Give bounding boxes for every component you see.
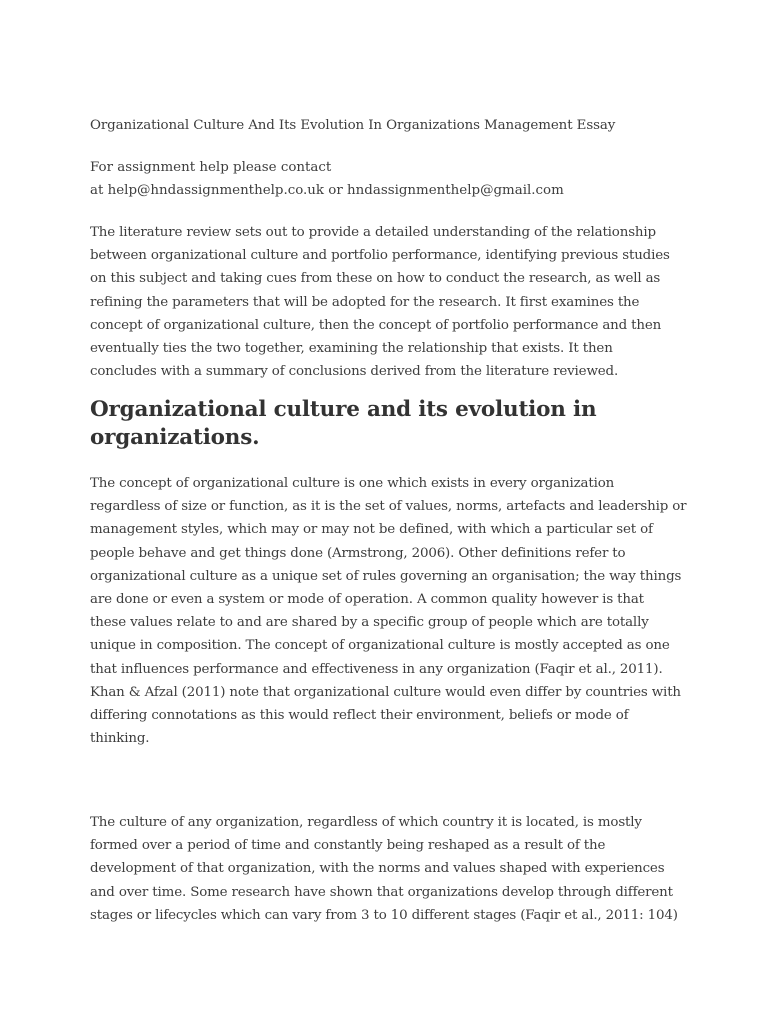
- body-paragraph-2: [90, 472, 690, 750]
- paragraph-line: Khan & Afzal (2011) note that organizational culture would even differ by countries with: [90, 684, 681, 700]
- paragraph-line: development of that organization, with the norms and values shaped with experiences: [90, 861, 665, 877]
- intro-line: The literature review sets out to provide a detailed understanding of the relationship: [90, 225, 656, 240]
- intro-paragraph: [90, 221, 690, 383]
- section-heading: [90, 396, 690, 452]
- paragraph-line: are done or even a system or mode of operation. A common quality however is that: [90, 592, 644, 608]
- paragraph-line: that influences performance and effectiveness in any organization (Faqir et al., 2011).: [90, 661, 663, 677]
- intro-line: eventually ties the two together, examining the relationship that exists. It then: [90, 341, 613, 357]
- paragraph-line: thinking.: [90, 731, 150, 747]
- section-heading-line: Organizational culture and its evolution in: [90, 397, 597, 422]
- paragraph-line: stages or lifecycles which can vary from 3 to 10 different stages (Faqir et al., 2011: 104): [90, 907, 678, 923]
- intro-line: refining the parameters that will be adopted for the research. It first examines the: [90, 294, 640, 310]
- document-title: Organizational Culture And Its Evolution In Organizations Management Essay: [90, 118, 616, 133]
- paragraph-line: The concept of organizational culture is one which exists in every organization: [90, 476, 615, 491]
- contact-block: [90, 156, 690, 202]
- body-paragraph-3: [90, 811, 690, 927]
- intro-line: concludes with a summary of conclusions derived from the literature reviewed.: [90, 364, 619, 380]
- paragraph-line: The culture of any organization, regardless of which country it is located, is mostly: [90, 815, 642, 830]
- paragraph-line: management styles, which may or may not be defined, with which a particular set of: [90, 522, 653, 538]
- paragraph-line: unique in composition. The concept of organizational culture is mostly accepted as one: [90, 638, 670, 654]
- contact-line-2: at help@hndassignmenthelp.co.uk or hndassignmenthelp@gmail.com: [90, 183, 564, 198]
- paragraph-line: formed over a period of time and constantly being reshaped as a result of the: [90, 838, 606, 854]
- section-heading-line: organizations.: [90, 425, 260, 450]
- paragraph-line: and over time. Some research have shown that organizations develop through different: [90, 884, 673, 900]
- paragraph-line: people behave and get things done (Armstrong, 2006). Other definitions refer to: [90, 545, 626, 561]
- intro-line: concept of organizational culture, then the concept of portfolio performance and then: [90, 317, 662, 333]
- paragraph-line: these values relate to and are shared by a specific group of people which are totally: [90, 615, 649, 631]
- intro-line: on this subject and taking cues from these on how to conduct the research, as well as: [90, 271, 661, 287]
- paragraph-line: regardless of size or function, as it is the set of values, norms, artefacts and leadership or: [90, 499, 687, 515]
- intro-line: between organizational culture and portfolio performance, identifying previous studies: [90, 248, 670, 264]
- contact-line-1: For assignment help please contact: [90, 160, 332, 175]
- paragraph-line: organizational culture as a unique set of rules governing an organisation; the way things: [90, 568, 682, 584]
- paragraph-line: differing connotations as this would reflect their environment, beliefs or mode of: [90, 708, 629, 724]
